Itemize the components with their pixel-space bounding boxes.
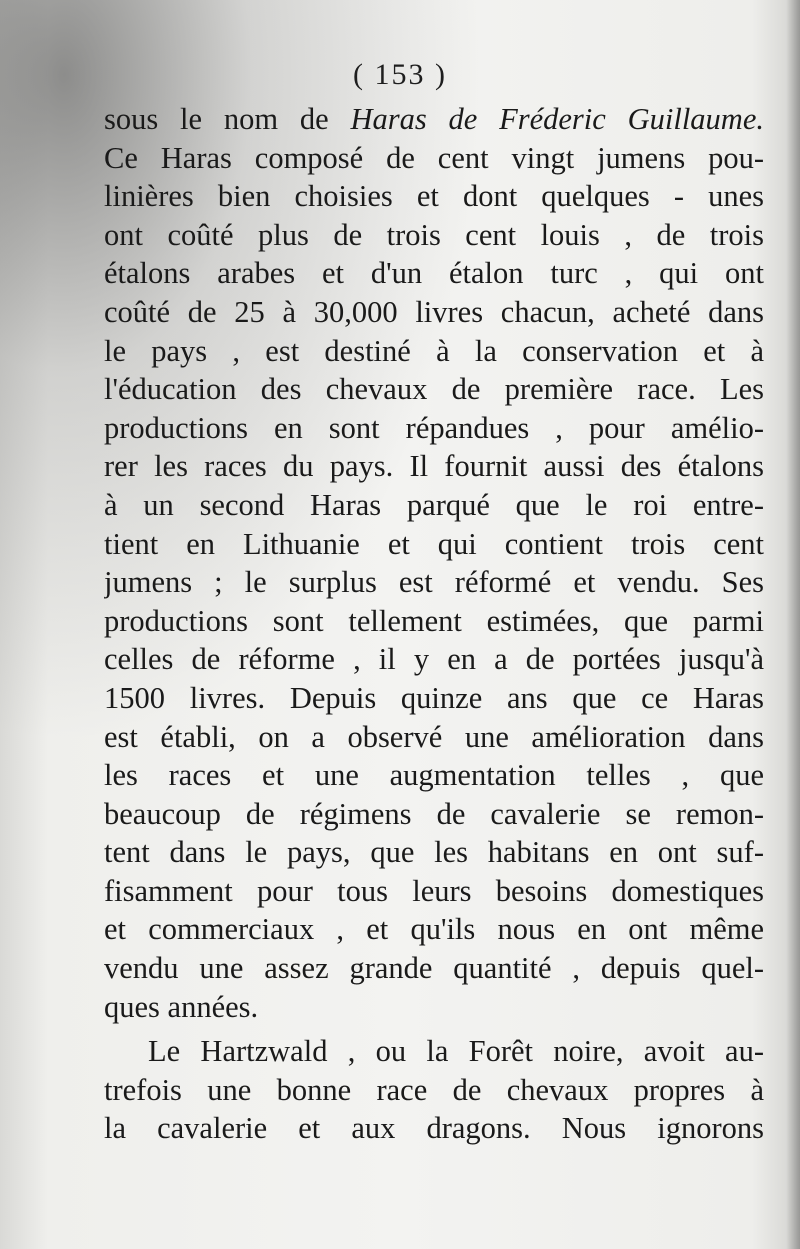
- text-line-3: linières bien choisies et dont quelques - unes: [104, 179, 764, 214]
- text-line-14: productions sont tellement estimées, que parmi: [104, 603, 764, 638]
- text-line-25: Le Hartzwald , ou la Forêt noire, avoit au-: [148, 1034, 764, 1069]
- text-line-24: ques années.: [104, 989, 259, 1024]
- text-line-27: la cavalerie et aux dragons. Nous ignorons: [104, 1111, 764, 1146]
- text-line-8: l'éducation des chevaux de première race. Les: [104, 372, 764, 407]
- text-line-7: le pays , est destiné à la conservation et à: [104, 333, 764, 368]
- text-line-1-pre: sous le nom de: [104, 102, 351, 136]
- text-line-2: Ce Haras composé de cent vingt jumens pou-: [104, 140, 764, 175]
- text-line-21: fisamment pour tous leurs besoins domestiques: [104, 873, 764, 908]
- text-line-17: est établi, on a observé une amélioration dans: [104, 719, 764, 754]
- page-number: ( 153 ): [353, 58, 447, 91]
- text-line-22: et commerciaux , et qu'ils nous en ont même: [104, 912, 764, 947]
- italic-phrase: Haras de Fréderic Guillaume.: [350, 102, 764, 136]
- body-text: [104, 100, 764, 1148]
- text-line-19: beaucoup de régimens de cavalerie se remon-: [104, 796, 764, 831]
- text-line-23: vendu une assez grande quantité , depuis quel-: [104, 951, 764, 986]
- text-line-5: étalons arabes et d'un étalon turc , qui ont: [104, 256, 764, 291]
- text-line-4: ont coûté plus de trois cent louis , de trois: [104, 217, 764, 252]
- text-line-10: rer les races du pays. Il fournit aussi des étalons: [104, 449, 764, 484]
- text-line-16: 1500 livres. Depuis quinze ans que ce Haras: [104, 680, 764, 715]
- page-edge-shadow: [786, 0, 800, 1249]
- text-line-26: trefois une bonne race de chevaux propres à: [104, 1072, 764, 1107]
- text-line-20: tent dans le pays, que les habitans en ont suf-: [104, 835, 764, 870]
- text-line-9: productions en sont répandues , pour amélio-: [104, 410, 764, 445]
- text-line-11: à un second Haras parqué que le roi entre-: [104, 487, 764, 522]
- text-line-13: jumens ; le surplus est réformé et vendu. Ses: [104, 565, 764, 600]
- text-line-18: les races et une augmentation telles , que: [104, 758, 764, 793]
- text-line-6: coûté de 25 à 30,000 livres chacun, acheté dans: [104, 294, 764, 329]
- text-line-15: celles de réforme , il y en a de portées jusqu'à: [104, 642, 764, 677]
- text-line-1: [104, 100, 764, 139]
- text-line-12: tient en Lithuanie et qui contient trois cent: [104, 526, 764, 561]
